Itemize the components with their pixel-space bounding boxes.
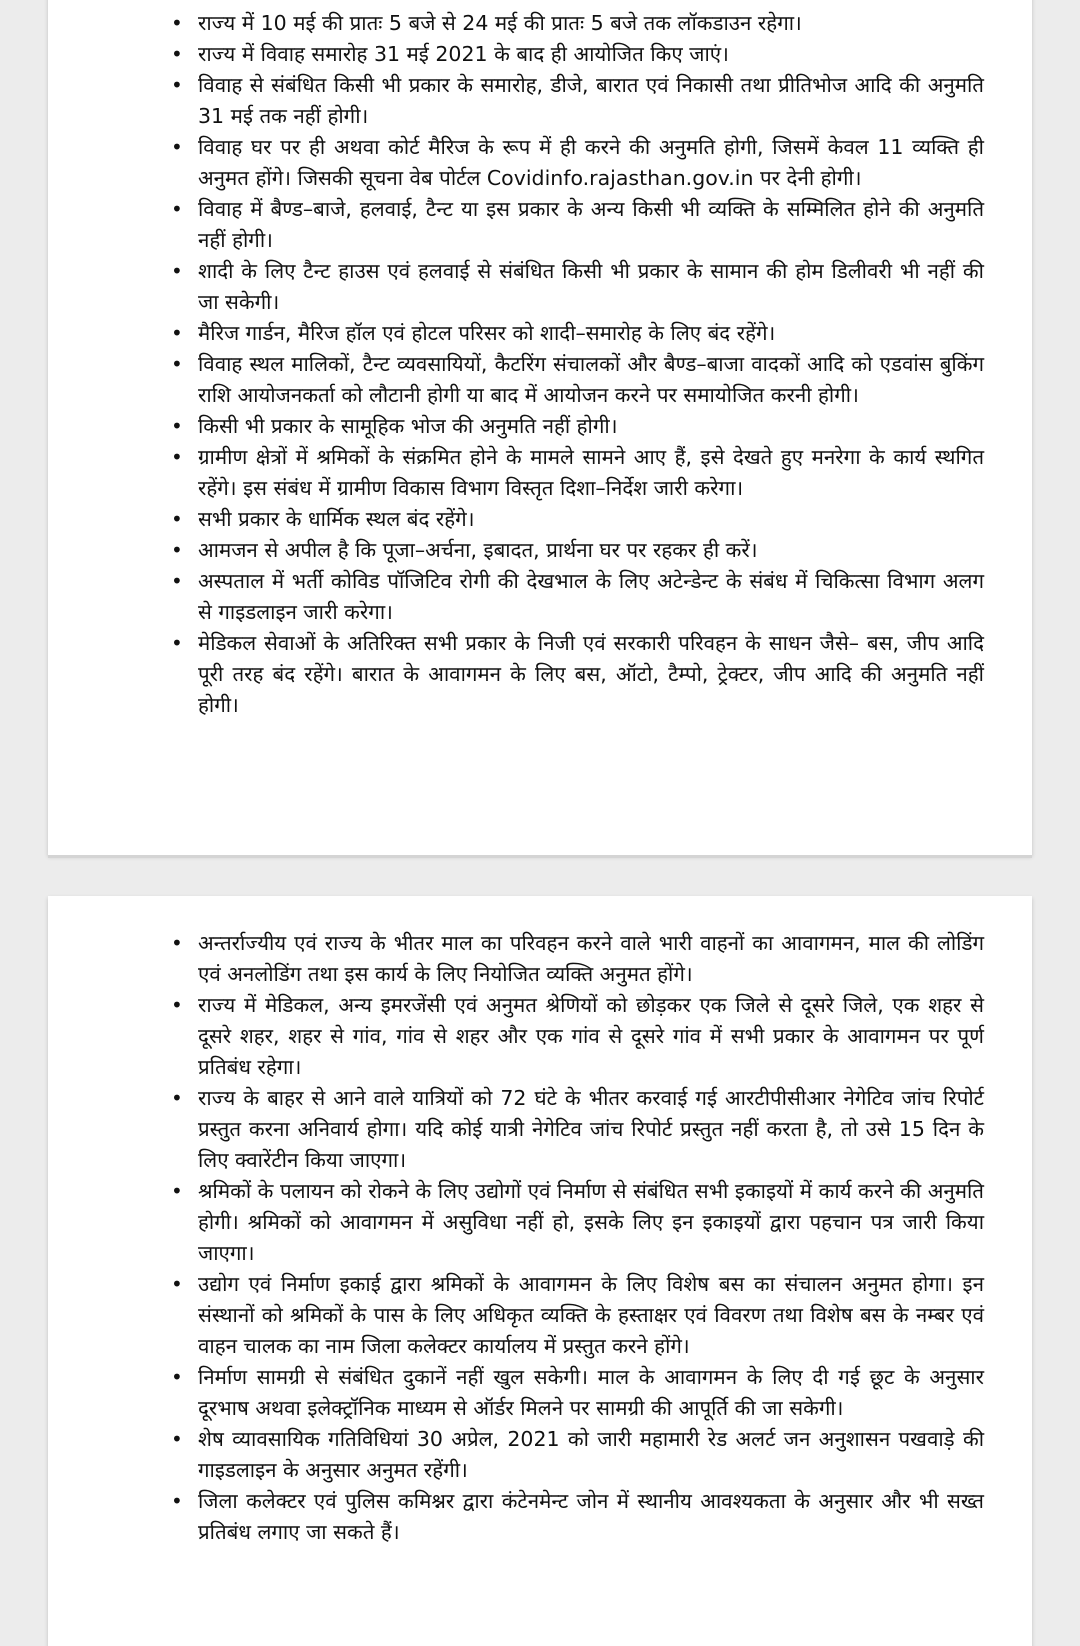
bullet-icon: • xyxy=(171,259,183,283)
bullet-icon: • xyxy=(171,1365,183,1389)
bullet-icon: • xyxy=(171,1489,183,1513)
list-item: • जिला कलेक्टर एवं पुलिस कमिश्नर द्वारा कंटेनमेन्ट जोन में स्थानीय आवश्यकता के अनुसार और भी सख्त प्रतिबंध लगाए जा सकते हैं। xyxy=(198,1486,984,1548)
bullet-icon: • xyxy=(171,11,183,35)
list-item: • ग्रामीण क्षेत्रों में श्रमिकों के संक्रमित होने के मामले सामने आए हैं, इसे देखते हुए मनरेगा के कार्य स्थगित रहेंगे। इस संबंध में ग्रामीण विकास विभाग विस्तृत दिशा–निर्देश जारी करेगा। xyxy=(198,442,984,504)
list-item: • मेडिकल सेवाओं के अतिरिक्त सभी प्रकार के निजी एवं सरकारी परिवहन के साधन जैसे– बस, जीप आदि पूरी तरह बंद रहेंगे। बारात के आवागमन के लिए बस, ऑटो, टैम्पो, ट्रेक्टर, जीप आदि की अनुमति नहीं होगी। xyxy=(198,628,984,721)
bullet-icon: • xyxy=(171,1086,183,1110)
bullet-icon: • xyxy=(171,993,183,1017)
bullet-icon: • xyxy=(171,538,183,562)
guideline-list-page-2 xyxy=(171,928,984,1548)
document-page-2 xyxy=(48,896,1032,1646)
list-item: • विवाह घर पर ही अथवा कोर्ट मैरिज के रूप में ही करने की अनुमति होगी, जिसमें केवल 11 व्यक्ति ही अनुमत होंगे। जिसकी सूचना वेब पोर्टल Covidinfo.rajasthan.gov.in पर देनी होगी। xyxy=(198,132,984,194)
bullet-icon: • xyxy=(171,931,183,955)
list-item: • आमजन से अपील है कि पूजा–अर्चना, इबादत, प्रार्थना घर पर रहकर ही करें। xyxy=(198,535,984,566)
list-item: • राज्य में मेडिकल, अन्य इमरजेंसी एवं अनुमत श्रेणियों को छोड़कर एक जिले से दूसरे जिले, एक शहर से दूसरे शहर, शहर से गांव, गांव से शहर और एक गांव से दूसरे गांव में सभी प्रकार के आवागमन पर पूर्ण प्रतिबंध रहेगा। xyxy=(198,990,984,1083)
bullet-icon: • xyxy=(171,73,183,97)
bullet-icon: • xyxy=(171,197,183,221)
list-item: • विवाह स्थल मालिकों, टैन्ट व्यवसायियों, कैटरिंग संचालकों और बैण्ड–बाजा वादकों आदि को एडवांस बुकिंग राशि आयोजनकर्ता को लौटानी होगी या बाद में आयोजन करने पर समायोजित करनी होगी। xyxy=(198,349,984,411)
list-item: • किसी भी प्रकार के सामूहिक भोज की अनुमति नहीं होगी। xyxy=(198,411,984,442)
list-item: • शेष व्यावसायिक गतिविधियां 30 अप्रेल, 2021 को जारी महामारी रेड अलर्ट जन अनुशासन पखवाड़े की गाइडलाइन के अनुसार अनुमत रहेंगी। xyxy=(198,1424,984,1486)
bullet-icon: • xyxy=(171,1272,183,1296)
bullet-icon: • xyxy=(171,631,183,655)
list-item: • विवाह से संबंधित किसी भी प्रकार के समारोह, डीजे, बारात एवं निकासी तथा प्रीतिभोज आदि की अनुमति 31 मई तक नहीं होगी। xyxy=(198,70,984,132)
bullet-icon: • xyxy=(171,507,183,531)
bullet-icon: • xyxy=(171,414,183,438)
page-divider xyxy=(48,855,1032,858)
list-item: • मैरिज गार्डन, मैरिज हॉल एवं होटल परिसर को शादी–समारोह के लिए बंद रहेंगे। xyxy=(198,318,984,349)
guideline-list-page-1 xyxy=(171,8,984,721)
document-page-1 xyxy=(48,0,1032,855)
bullet-icon: • xyxy=(171,352,183,376)
bullet-icon: • xyxy=(171,135,183,159)
list-item: • शादी के लिए टैन्ट हाउस एवं हलवाई से संबंधित किसी भी प्रकार के सामान की होम डिलीवरी भी नहीं की जा सकेगी। xyxy=(198,256,984,318)
list-item: • निर्माण सामग्री से संबंधित दुकानें नहीं खुल सकेगी। माल के आवागमन के लिए दी गई छूट के अनुसार दूरभाष अथवा इलेक्ट्रॉनिक माध्यम से ऑर्डर मिलने पर सामग्री की आपूर्ति की जा सकेगी। xyxy=(198,1362,984,1424)
list-item: • राज्य के बाहर से आने वाले यात्रियों को 72 घंटे के भीतर करवाई गई आरटीपीसीआर नेगेटिव जांच रिपोर्ट प्रस्तुत करना अनिवार्य होगा। यदि कोई यात्री नेगेटिव जांच रिपोर्ट प्रस्तुत नहीं करता है, तो उसे 15 दिन के लिए क्वारेंटीन किया जाएगा। xyxy=(198,1083,984,1176)
bullet-icon: • xyxy=(171,569,183,593)
bullet-icon: • xyxy=(171,321,183,345)
bullet-icon: • xyxy=(171,42,183,66)
list-item: • उद्योग एवं निर्माण इकाई द्वारा श्रमिकों के आवागमन के लिए विशेष बस का संचालन अनुमत होगा। इन संस्थानों को श्रमिकों के पास के लिए अधिकृत व्यक्ति के हस्ताक्षर एवं विवरण तथा विशेष बस के नम्बर एवं वाहन चालक का नाम जिला कलेक्टर कार्यालय में प्रस्तुत करने होंगे। xyxy=(198,1269,984,1362)
list-item: • श्रमिकों के पलायन को रोकने के लिए उद्योगों एवं निर्माण से संबंधित सभी इकाइयों में कार्य करने की अनुमति होगी। श्रमिकों को आवागमन में असुविधा नहीं हो, इसके लिए इन इकाइयों द्वारा पहचान पत्र जारी किया जाएगा। xyxy=(198,1176,984,1269)
bullet-icon: • xyxy=(171,1427,183,1451)
bullet-icon: • xyxy=(171,445,183,469)
list-item: • राज्य में विवाह समारोह 31 मई 2021 के बाद ही आयोजित किए जाएं। xyxy=(198,39,984,70)
list-item: • राज्य में 10 मई की प्रातः 5 बजे से 24 मई की प्रातः 5 बजे तक लॉकडाउन रहेगा। xyxy=(198,8,984,39)
list-item: • अन्तर्राज्यीय एवं राज्य के भीतर माल का परिवहन करने वाले भारी वाहनों का आवागमन, माल की लोडिंग एवं अनलोडिंग तथा इस कार्य के लिए नियोजित व्यक्ति अनुमत होंगे। xyxy=(198,928,984,990)
list-item: • अस्पताल में भर्ती कोविड पॉजिटिव रोगी की देखभाल के लिए अटेन्डेन्ट के संबंध में चिकित्सा विभाग अलग से गाइडलाइन जारी करेगा। xyxy=(198,566,984,628)
bullet-icon: • xyxy=(171,1179,183,1203)
list-item: • सभी प्रकार के धार्मिक स्थल बंद रहेंगे। xyxy=(198,504,984,535)
list-item: • विवाह में बैण्ड–बाजे, हलवाई, टैन्ट या इस प्रकार के अन्य किसी भी व्यक्ति के सम्मिलित होने की अनुमति नहीं होगी। xyxy=(198,194,984,256)
